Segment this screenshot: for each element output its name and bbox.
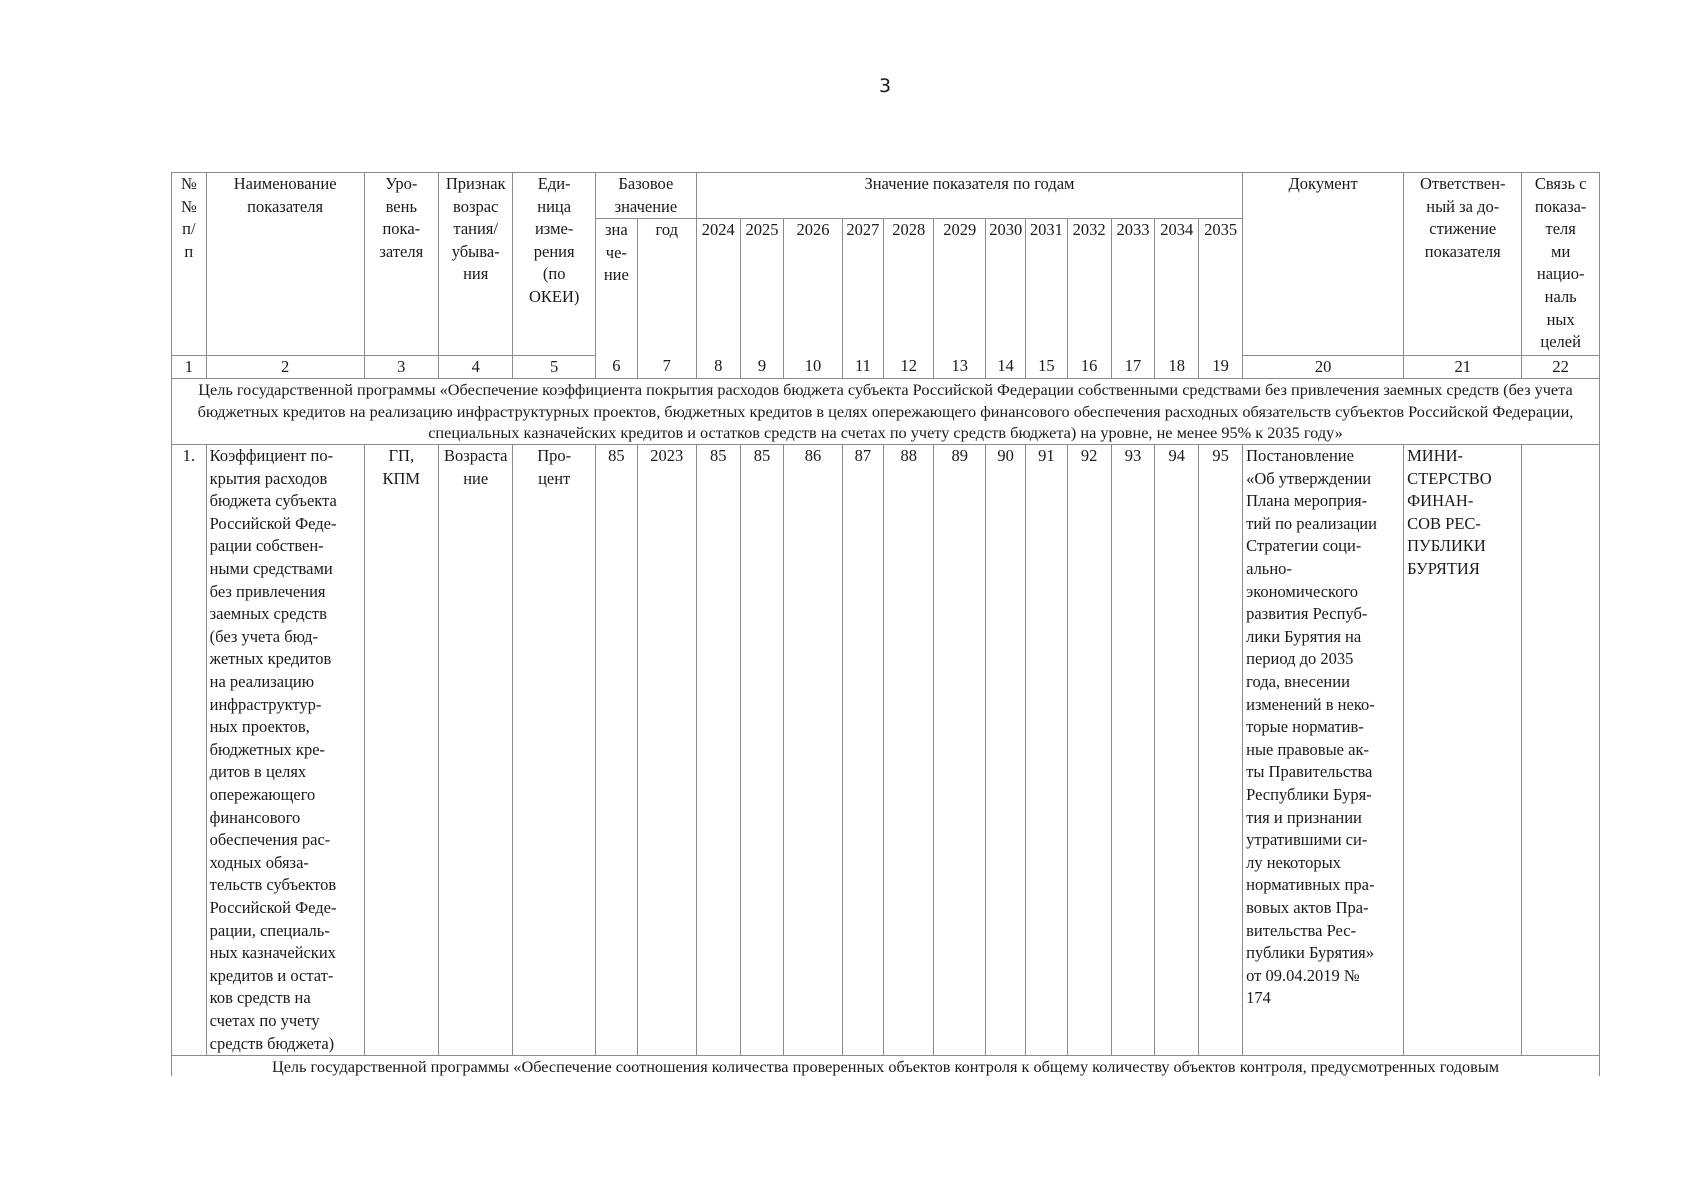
header-year-2032: 2032 <box>1067 219 1111 356</box>
header-years-group: Значение показателя по годам <box>696 173 1242 219</box>
header-responsible: Ответствен- ный за до- стижение показателя <box>1404 173 1522 356</box>
year-value: 86 <box>784 445 842 1056</box>
header-year-2027: 2027 <box>842 219 884 356</box>
column-number: 16 <box>1067 355 1111 379</box>
header-year-2029: 2029 <box>934 219 986 356</box>
column-number: 7 <box>637 355 696 379</box>
column-number: 5 <box>513 355 596 379</box>
indicator-name: Коэффициент по- крытия расходов бюджета субъекта Российской Феде- рации собствен- ными средствами без привлечения заемных средств (без учета бюд- жетных кредитов на реализацию инфраструктур- ных проектов, бюджетных кре- дитов в целях опережающего финансового обеспечения рас- ходных обяза- тельств субъектов Российской Феде- рации, специаль- ных казначейских кредитов и остат- ков средств на счетах по учету средств бюджета) <box>206 445 364 1056</box>
column-number: 20 <box>1243 355 1404 379</box>
year-value: 88 <box>884 445 934 1056</box>
header-year-2026: 2026 <box>784 219 842 356</box>
year-value: 93 <box>1111 445 1155 1056</box>
year-value: 85 <box>740 445 784 1056</box>
column-number: 17 <box>1111 355 1155 379</box>
goal-row <box>172 1056 1600 1077</box>
column-number: 3 <box>364 355 438 379</box>
column-number: 12 <box>884 355 934 379</box>
header-document: Документ <box>1243 173 1404 356</box>
header-year-2028: 2028 <box>884 219 934 356</box>
column-numbers-row <box>172 355 1600 379</box>
header-year-2034: 2034 <box>1155 219 1199 356</box>
document-text: Постановление «Об утверждении Плана мероприя- тий по реализации Стратегии соци- ально- экономического развития Респуб- лики Бурятия на период до 2035 года, внесении изменений в неко- торые норматив- ные правовые ак- ты Правительства Республики Буря- тия и признании утратившими си- лу некоторых нормативных пра- вовых актов Пра- вительства Рес- публики Бурятия» от 09.04.2019 № 174 <box>1243 445 1404 1056</box>
header-level: Уро- вень пока- зателя <box>364 173 438 356</box>
header-year-2024: 2024 <box>696 219 740 356</box>
header-unit: Еди- ница изме- рения (по ОКЕИ) <box>513 173 596 356</box>
national-goals-link <box>1522 445 1600 1056</box>
column-number: 1 <box>172 355 207 379</box>
base-year: 2023 <box>637 445 696 1056</box>
column-number: 10 <box>784 355 842 379</box>
year-value: 90 <box>986 445 1026 1056</box>
goal-2-text: Цель государственной программы «Обеспечение соотношения количества проверенных объектов контроля к общему количеству объектов контроля, предусмотренных годовым <box>271 1057 1500 1077</box>
goal-1-text: Цель государственной программы «Обеспечение коэффициента покрытия расходов бюджета субъекта Российской Федерации собственными средствами без привлечения заемных средств (без учета бюджетных кредитов на реализацию инфраструктурных проектов, бюджетных кредитов в целях опережающего финансового обеспечения расходных обязательств субъектов Российской Федерации, специальных казначейских кредитов и остатков средств на счетах по учету средств бюджета) на уровне, не менее 95% к 2035 году» <box>172 379 1600 445</box>
year-value: 85 <box>696 445 740 1056</box>
column-number: 14 <box>986 355 1026 379</box>
header-base-year: год <box>637 219 696 356</box>
header-name: Наименование показателя <box>206 173 364 356</box>
base-value: 85 <box>595 445 637 1056</box>
year-value: 91 <box>1025 445 1067 1056</box>
indicator-level: ГП, КПМ <box>364 445 438 1056</box>
indicator-unit: Про- цент <box>513 445 596 1056</box>
row-num: 1. <box>172 445 207 1056</box>
header-base-value: зна че- ние <box>595 219 637 356</box>
year-value: 89 <box>934 445 986 1056</box>
header-num: № № п/ п <box>172 173 207 356</box>
year-value: 92 <box>1067 445 1111 1056</box>
header-year-2035: 2035 <box>1199 219 1243 356</box>
header-base: Базовое значение <box>595 173 696 219</box>
column-number: 22 <box>1522 355 1600 379</box>
indicator-trend: Возраста ние <box>439 445 513 1056</box>
column-number: 15 <box>1025 355 1067 379</box>
header-link: Связь с показа- теля ми нацио- наль ных целей <box>1522 173 1600 356</box>
goal-row <box>172 379 1600 445</box>
column-number: 11 <box>842 355 884 379</box>
year-value: 95 <box>1199 445 1243 1056</box>
column-number: 19 <box>1199 355 1243 379</box>
page-number: 3 <box>878 75 892 97</box>
column-number: 18 <box>1155 355 1199 379</box>
header-row-1 <box>172 173 1600 219</box>
header-year-2030: 2030 <box>986 219 1026 356</box>
indicators-table <box>171 172 1600 1076</box>
column-number: 2 <box>206 355 364 379</box>
column-number: 9 <box>740 355 784 379</box>
year-value: 87 <box>842 445 884 1056</box>
column-number: 4 <box>439 355 513 379</box>
year-value: 94 <box>1155 445 1199 1056</box>
responsible-text: МИНИ- СТЕРСТВО ФИНАН- СОВ РЕС- ПУБЛИКИ БУРЯТИЯ <box>1404 445 1522 1056</box>
header-trend: Признак возрас тания/ убыва- ния <box>439 173 513 356</box>
column-number: 21 <box>1404 355 1522 379</box>
header-year-2025: 2025 <box>740 219 784 356</box>
header-year-2033: 2033 <box>1111 219 1155 356</box>
header-year-2031: 2031 <box>1025 219 1067 356</box>
column-number: 13 <box>934 355 986 379</box>
column-number: 8 <box>696 355 740 379</box>
column-number: 6 <box>595 355 637 379</box>
table-row <box>172 445 1600 1056</box>
